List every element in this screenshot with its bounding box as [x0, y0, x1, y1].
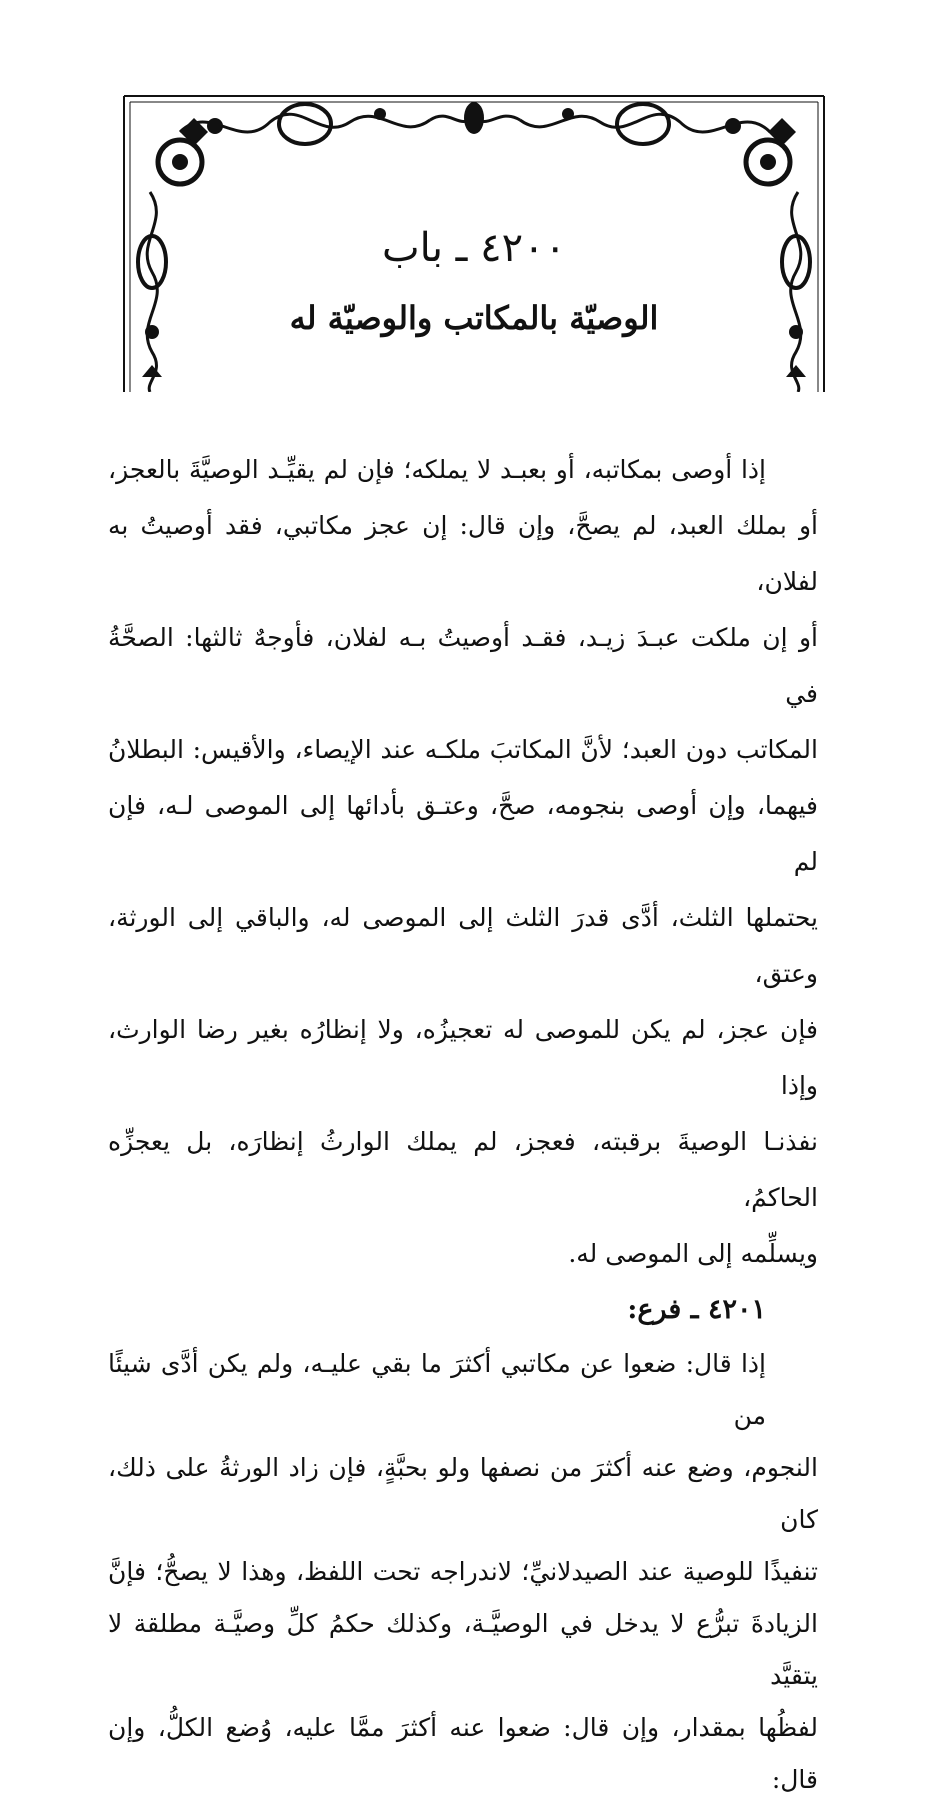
- chapter-number: ٤٢٠٠ ـ باب: [381, 225, 567, 271]
- text-line: يحتملها الثلث، أدَّى قدرَ الثلث إلى الموصى له، والباقي إلى الورثة، وعتق،: [108, 903, 818, 988]
- text-line: إذا قال: ضعوا عن مكاتبي أكثرَ ما بقي عليـه، ولم يكن أدَّى شيئًا من: [108, 1349, 766, 1430]
- section-subheading: ٤٢٠١ ـ فرع:: [627, 1294, 766, 1325]
- text-line: لفظُها بمقدار، وإن قال: ضعوا عنه أكثرَ ممَّا عليه، وُضع الكلُّ، وإن قال:: [108, 1713, 818, 1794]
- text-line: ويسلِّمه إلى الموصى له.: [568, 1239, 818, 1268]
- text-line: فإن عجز، لم يكن للموصى له تعجيزُه، ولا إنظارُه بغير رضا الوارث، وإذا: [108, 1015, 818, 1100]
- text-line: النجوم، وضع عنه أكثرَ من نصفها ولو بحبَّةٍ، فإن زاد الورثةُ على ذلك، كان: [108, 1453, 818, 1534]
- text-line: الزيادةَ تبرُّع لا يدخل في الوصيَّـة، وكذلك حكمُ كلِّ وصيَّـة مطلقة لا يتقيَّد: [108, 1609, 818, 1690]
- text-line: إذا أوصى بمكاتبه، أو بعبـد لا يملكه؛ فإن لم يقيِّـد الوصيَّةَ بالعجز،: [108, 455, 766, 484]
- text-line: المكاتب دون العبد؛ لأنَّ المكاتبَ ملكـه عند الإيصاء، والأقيس: البطلانُ: [108, 735, 818, 764]
- paragraph-2: [108, 1338, 818, 1806]
- chapter-title: الوصيّة بالمكاتب والوصيّة له: [289, 299, 659, 337]
- paragraph-1: [108, 442, 818, 1282]
- main-text: [108, 442, 818, 1806]
- text-line: فيهما، وإن أوصى بنجومه، صحَّ، وعتـق بأدائها إلى الموصى لـه، فإن لم: [108, 791, 818, 876]
- chapter-heading: [120, 220, 828, 342]
- text-line: أو بملك العبد، لم يصحَّ، وإن قال: إن عجز مكاتبي، فقد أوصيتُ به لفلان،: [108, 511, 818, 596]
- text-line: نفذنـا الوصيةَ برقبته، فعجز، لم يملك الوارثُ إنظارَه، بل يعجزِّه الحاكمُ،: [108, 1127, 818, 1212]
- text-line: أو إن ملكت عبـدَ زيـد، فقـد أوصيتُ بـه لفلان، فأوجهٌ ثالثها: الصحَّةُ في: [108, 623, 818, 708]
- text-line: تنفيذًا للوصية عند الصيدلانيِّ؛ لاندراجه تحت اللفظ، وهذا لا يصحُّ؛ فإنَّ: [108, 1557, 818, 1586]
